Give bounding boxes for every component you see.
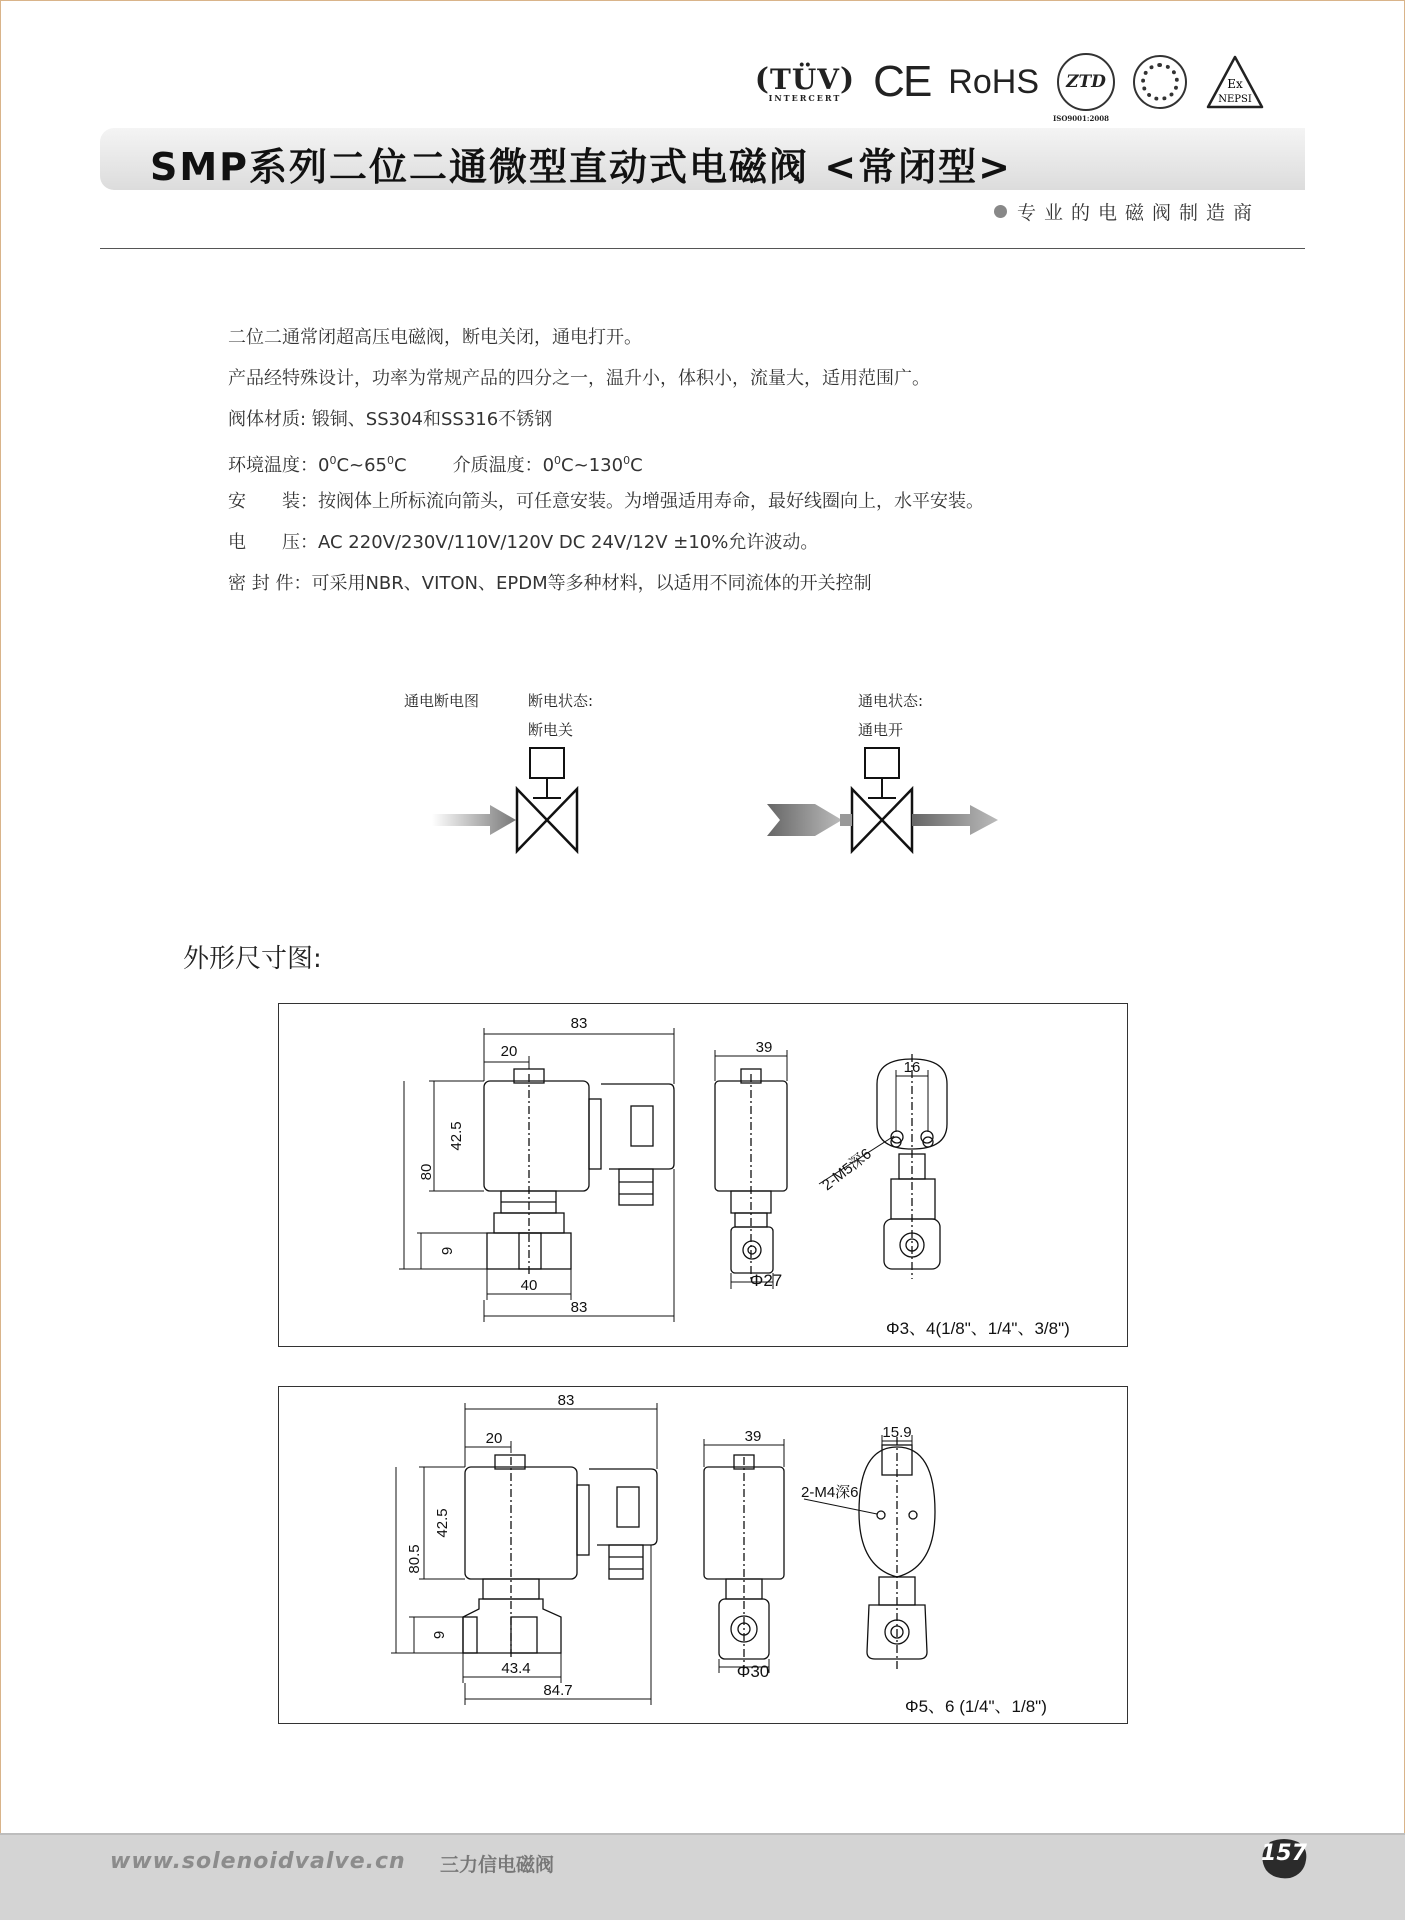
footer-divider <box>0 1833 1405 1835</box>
ex-nepsi-logo <box>1205 54 1265 110</box>
dimensions-title: 外形尺寸图: <box>183 944 322 974</box>
voltage-line: 电 压：AC 220V/230V/110V/120V DC 24V/12V ±10%允许波动。 <box>228 532 819 553</box>
drawing-1-svg <box>279 1004 1127 1346</box>
dim-label: 2-M5深6 <box>818 1145 875 1195</box>
product-description <box>228 325 984 612</box>
dim-label: 39 <box>744 1428 762 1445</box>
footer-band <box>0 1833 1405 1920</box>
tuv-logo: (TÜV) INTERCERT <box>754 61 856 103</box>
valve-closed-symbol <box>432 748 577 851</box>
dim-label: 2-M4深6 <box>801 1484 859 1501</box>
dimension-drawing-2 <box>278 1386 1128 1724</box>
dim-label: 83 <box>570 1015 588 1032</box>
dim-label: 40 <box>520 1277 538 1294</box>
dim-label: Φ27 <box>749 1271 783 1290</box>
rohs-logo: RoHS <box>948 62 1039 101</box>
drawing-1-caption: Φ3、4(1/8"、1/4"、3/8") <box>886 1319 1070 1338</box>
drawing-2-caption: Φ5、6 (1/4"、1/8") <box>905 1697 1047 1716</box>
dim-label: 83 <box>557 1392 575 1409</box>
valve-schematic <box>420 742 1020 860</box>
dim-label: 9 <box>439 1246 456 1256</box>
off-state-label: 断电状态: <box>528 692 594 710</box>
temperature-line: 环境温度：$0^0C\sim 65^0C$ 介质温度：$0^0C\sim 130^0C$ <box>228 454 643 476</box>
dim-label: 80 <box>418 1163 435 1181</box>
bullet-icon <box>994 205 1007 218</box>
page-title: SMP系列二位二通微型直动式电磁阀 <常闭型> <box>150 145 1012 189</box>
dimension-drawing-1 <box>278 1003 1128 1347</box>
material-line: 阀体材质: 锻铜、SS304和SS316不锈钢 <box>228 409 553 430</box>
install-line: 安 装：按阀体上所标流向箭头，可任意安装。为增强适用寿命，最好线圈向上，水平安装。 <box>228 491 984 512</box>
desc-line: 二位二通常闭超高压电磁阀，断电关闭，通电打开。 <box>228 327 642 348</box>
dim-label: 16 <box>903 1059 921 1076</box>
dim-label: 20 <box>485 1430 503 1447</box>
dim-label: 80.5 <box>406 1544 423 1574</box>
dim-label: 20 <box>500 1043 518 1060</box>
ex-label: Ex <box>1227 77 1243 91</box>
dim-label: 43.4 <box>501 1660 531 1677</box>
ztd-logo: ZTD ISO9001:2008 <box>1057 53 1115 111</box>
dim-label: 39 <box>755 1039 773 1056</box>
on-state-label: 通电状态: <box>858 692 924 710</box>
ce-logo: CE <box>873 57 931 106</box>
dim-label: 42.5 <box>448 1121 465 1151</box>
off-state-value: 断电关 <box>528 721 574 739</box>
certification-seal-icon <box>1133 55 1187 109</box>
footer-brand: 三力信电磁阀 <box>440 1854 555 1876</box>
certification-logos <box>754 52 1265 123</box>
dim-label: 9 <box>431 1630 448 1640</box>
header-divider <box>100 248 1305 249</box>
valve-open-symbol <box>767 748 998 851</box>
schematic-title: 通电断电图 <box>404 692 480 710</box>
drawing-2-svg <box>279 1387 1127 1723</box>
nepsi-label: NEPSI <box>1218 94 1252 105</box>
dim-label: 84.7 <box>543 1682 573 1699</box>
dim-label: 15.9 <box>882 1424 912 1441</box>
seal-line: 密 封 件：可采用NBR、VITON、EPDM等多种材料，以适用不同流体的开关控制 <box>228 573 872 594</box>
page-number: 157 <box>1261 1841 1307 1866</box>
tagline: 专业的电磁阀制造商 <box>994 198 1260 225</box>
dim-label: 83 <box>570 1299 588 1316</box>
on-state-value: 通电开 <box>858 721 904 739</box>
desc-line: 产品经特殊设计，功率为常规产品的四分之一，温升小，体积小，流量大，适用范围广。 <box>228 368 930 389</box>
iso-label: ISO9001:2008 <box>1053 114 1109 123</box>
dim-label: Φ30 <box>736 1662 770 1681</box>
footer-website-link[interactable]: www.solenoidvalve.cn <box>110 1849 406 1874</box>
dim-label: 42.5 <box>434 1508 451 1538</box>
